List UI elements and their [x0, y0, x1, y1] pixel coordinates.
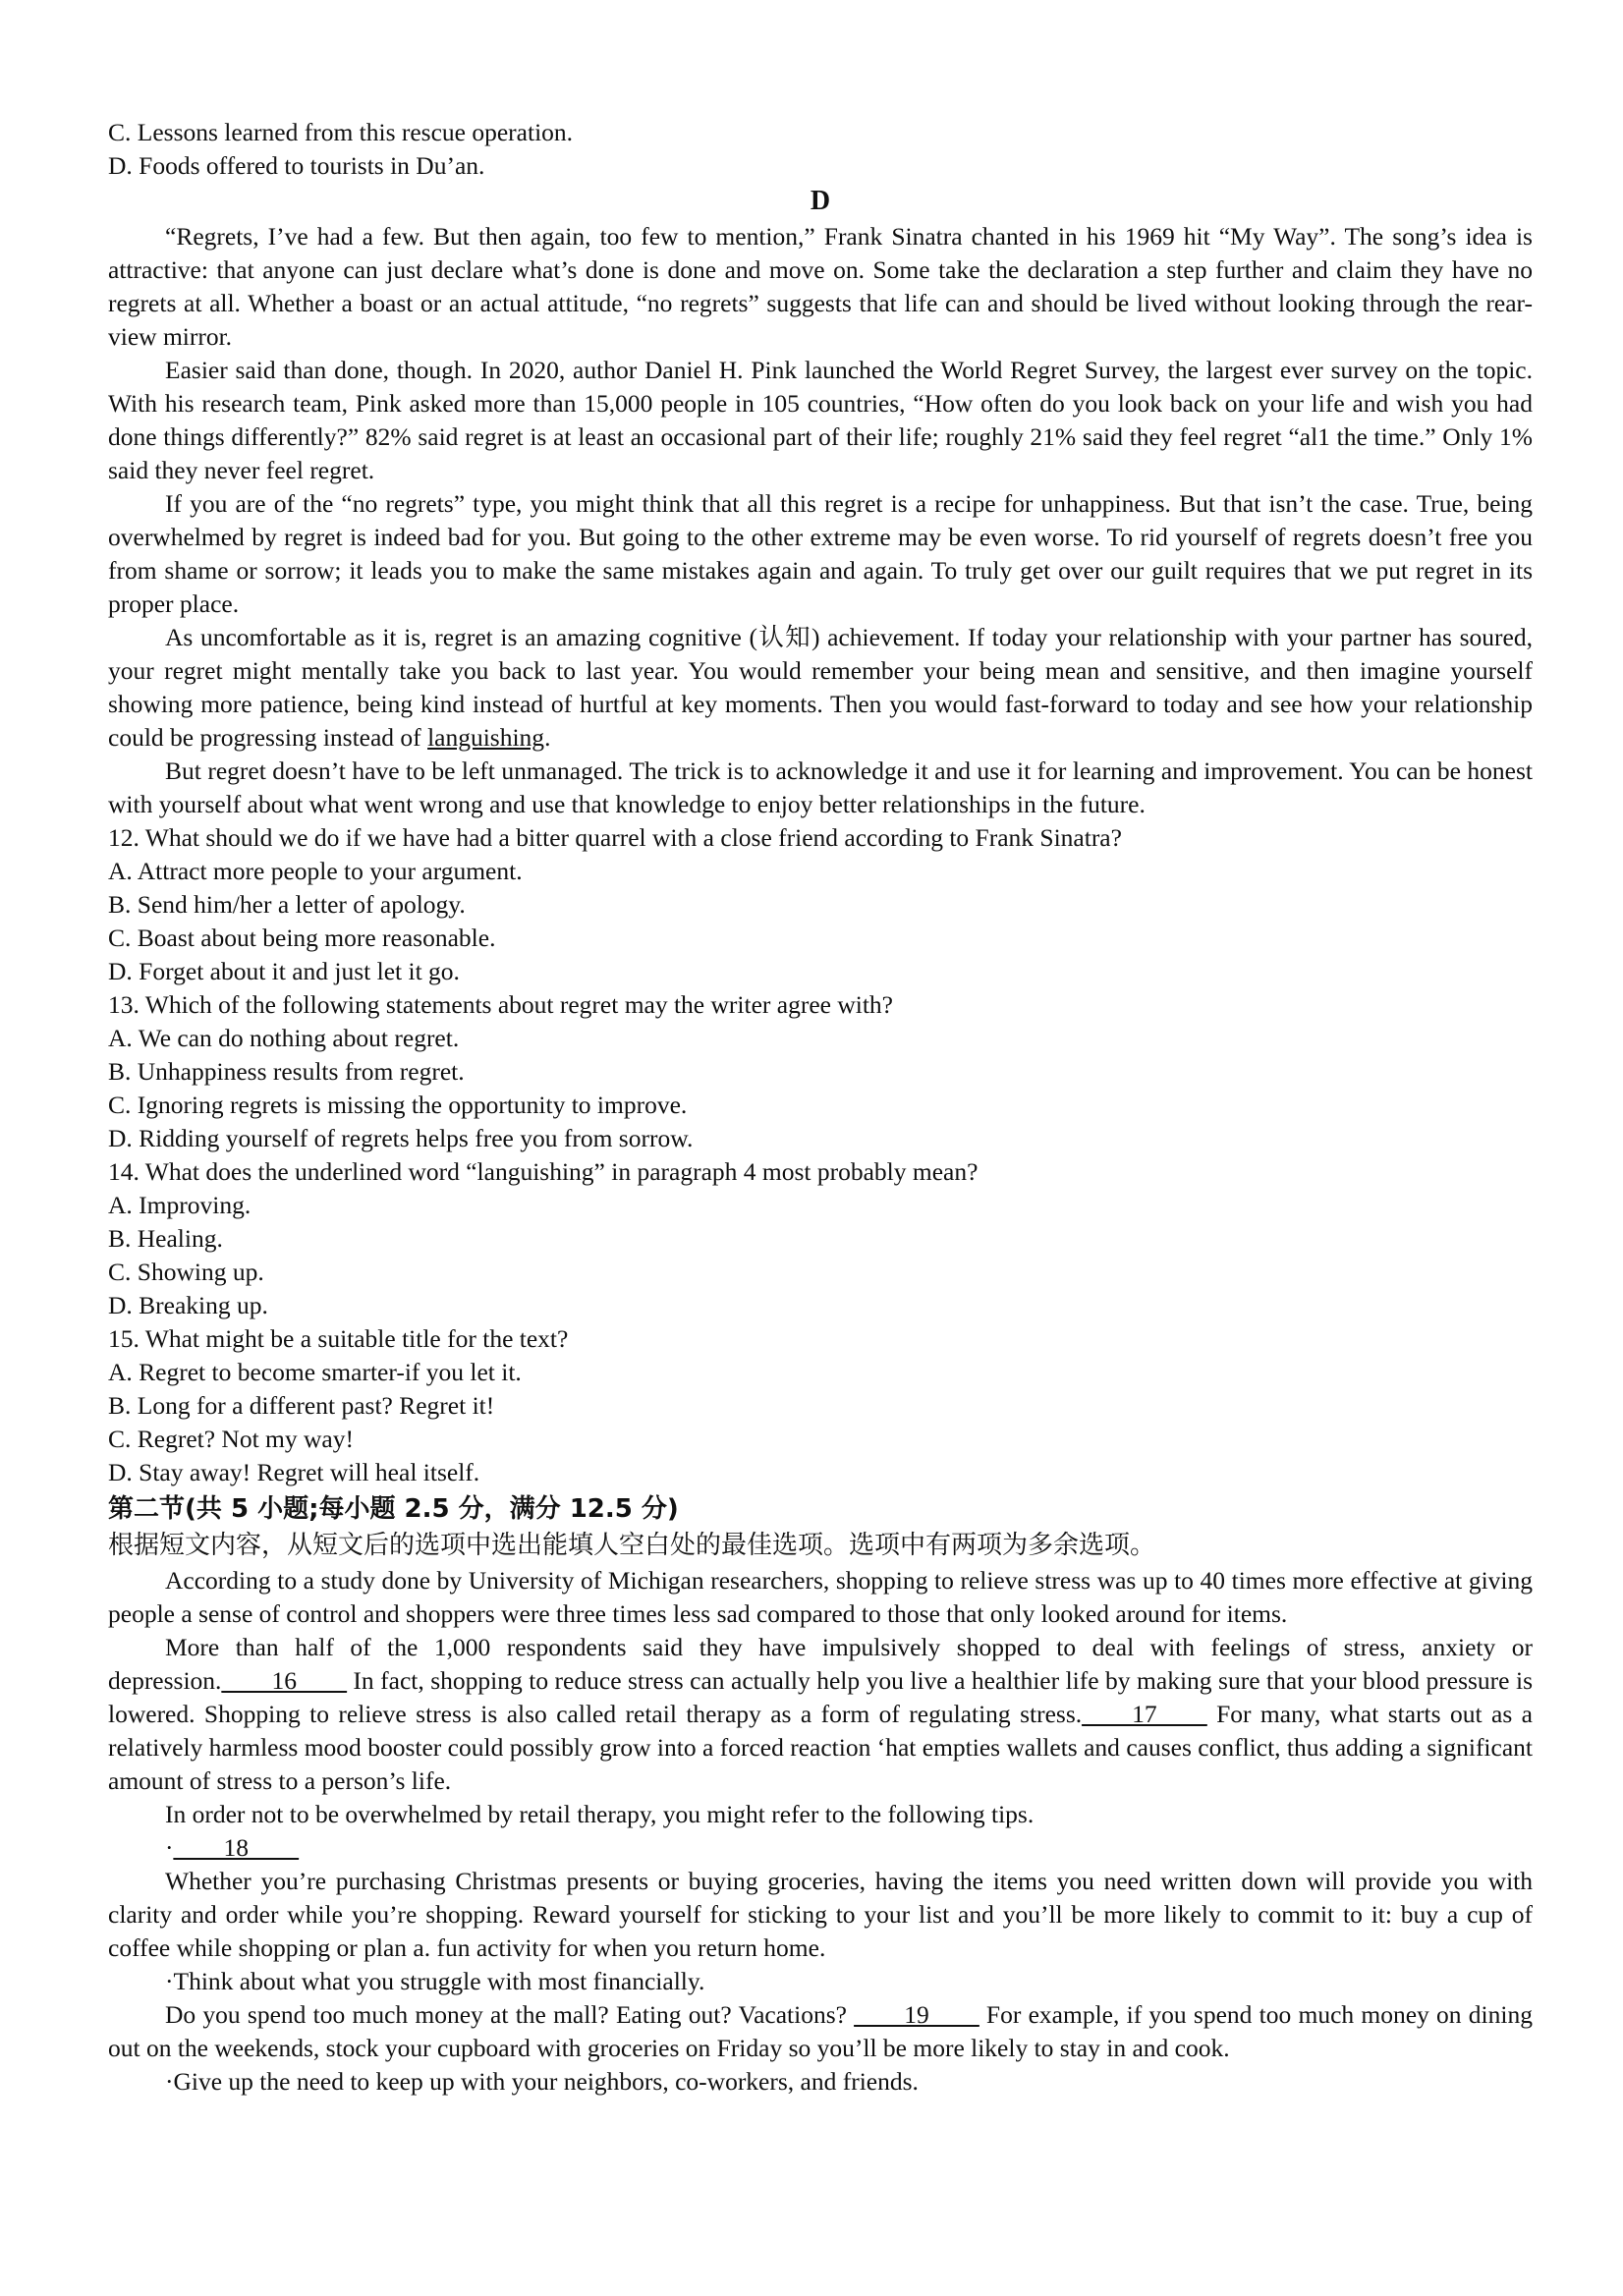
section-d-heading: D: [810, 186, 831, 216]
heading-part: 小题;每小题: [249, 1494, 405, 1524]
heading-part: 5: [230, 1494, 250, 1524]
option: D. Stay away! Regret will heal itself.: [108, 1458, 480, 1486]
option: A. Improving.: [108, 1191, 252, 1219]
question-14: [108, 1155, 1533, 1322]
option: B. Healing.: [108, 1224, 223, 1253]
option: A. Regret to become smarter-if you let it.: [108, 1358, 522, 1386]
question-13: [108, 988, 1533, 1155]
cloze-paragraph-1: According to a study done by University of Michigan researchers, shopping to relieve stress was up to 40 times more effective at giving people a sense of control and shoppers were three times less sad compared to those that only looked around for items.: [108, 1566, 1533, 1628]
option: C. Ignoring regrets is missing the opportunity to improve.: [108, 1091, 688, 1119]
section-2-instruction: 根据短文内容，从短文后的选项中选出能填人空白处的最佳选项。选项中有两项为多余选项。: [108, 1531, 1156, 1560]
question-12: [108, 821, 1533, 988]
passage-d-paragraph-4: [108, 621, 1533, 755]
option: D. Breaking up.: [108, 1291, 268, 1319]
question-stem: 13. Which of the following statements about regret may the writer agree with?: [108, 990, 893, 1019]
exam-page: [108, 116, 1533, 2099]
text-run: In fact, shopping to reduce stress can actually help you live a healthier life by making sure that your blood pressure is lowered. Shopping to relieve stress is also called retail therapy as a form of regulating stress.: [108, 1666, 1533, 1728]
option: C. Regret? Not my way!: [108, 1425, 354, 1453]
question-stem: 12. What should we do if we have had a bitter quarrel with a close friend according to Frank Sinatra?: [108, 823, 1122, 852]
option: B. Long for a different past? Regret it!: [108, 1391, 495, 1420]
text-run: For many, what starts out as a relatively harmless mood booster could possibly grow into a forced reaction ‘hat empties wallets and causes conflict, thus adding a significant amount of stress to a person’s life.: [108, 1700, 1533, 1795]
question-stem: 15. What might be a suitable title for the text?: [108, 1324, 569, 1353]
text-run: For example, if you spend too much money on dining out on the weekends, stock your cupboard with groceries on Friday so you’ll be more likely to stay in and cook.: [108, 2000, 1533, 2062]
option: B. Send him/her a letter of apology.: [108, 890, 466, 919]
cloze-paragraph-3: In order not to be overwhelmed by retail therapy, you might refer to the following tips.: [165, 1800, 1035, 1828]
passage-d-paragraph-5: But regret doesn’t have to be left unmanaged. The trick is to acknowledge it and use it for learning and improvement. You can be honest with yourself about what went wrong and use that knowledge to enjoy better relationships in the future.: [108, 756, 1533, 818]
option-c-prev: C. Lessons learned from this rescue operation.: [108, 118, 574, 146]
question-stem: 14. What does the underlined word “languishing” in paragraph 4 most probably mean?: [108, 1157, 979, 1186]
blank-19: ____19____: [854, 2000, 979, 2029]
cloze-paragraph-2: [108, 1631, 1533, 1798]
text-run: More than half of the 1,000 respondents said they have impulsively shopped to deal with feelings of stress, anxiety or depression.: [108, 1633, 1533, 1695]
passage-d-paragraph-1: “Regrets, I’ve had a few. But then again, too few to mention,” Frank Sinatra chanted in his 1969 hit “My Way”. The song’s idea is attractive: that anyone can just declare what’s done is done and move on. Some take the declaration a step further and claim they have no regrets at all. Whether a boast or an actual attitude, “no regrets” suggests that life can and should be lived without looking through the rear-view mirror.: [108, 222, 1533, 351]
section-2-heading: [108, 1491, 1533, 1527]
option: D. Ridding yourself of regrets helps free you from sorrow.: [108, 1124, 694, 1152]
paragraph-4-text: As uncomfortable as it is, regret is an amazing cognitive (认知) achievement. If today your relationship with your partner has soured, your regret might mentally take you back to last year. You would remember your being mean and sensitive, and then imagine yourself showing more patience, being kind instead of hurtful at key moments. Then you would fast-forward to today and see how your relationship could be progressing instead of: [108, 623, 1533, 752]
heading-part: 分，满分: [449, 1494, 570, 1524]
passage-d-paragraph-3: If you are of the “no regrets” type, you might think that all this regret is a recipe for unhappiness. But that isn’t the case. True, being overwhelmed by regret is indeed bad for you. But going to the other extreme may be even worse. To rid yourself of regrets doesn’t free you from shame or sorrow; it leads you to make the same mistakes again and again. To truly get over our guilt requires that we put regret in its proper place.: [108, 489, 1533, 618]
option: C. Showing up.: [108, 1258, 264, 1286]
heading-part: 第二节(共: [108, 1494, 231, 1524]
heading-part: 分): [632, 1494, 679, 1524]
blank-18: ____18____: [173, 1833, 299, 1862]
tip-18-line: [108, 1831, 1533, 1865]
option-d-prev: D. Foods offered to tourists in Du’an.: [108, 151, 485, 180]
question-15: [108, 1322, 1533, 1489]
option: B. Unhappiness results from regret.: [108, 1057, 465, 1086]
heading-part: 2.5: [404, 1494, 450, 1524]
bullet-dot: ·: [165, 1833, 174, 1862]
text-run: Do you spend too much money at the mall? Eating out? Vacations?: [165, 2000, 855, 2029]
passage-d-paragraph-2: Easier said than done, though. In 2020, author Daniel H. Pink launched the World Regret Survey, the largest ever survey on the topic. With his research team, Pink asked more than 15,000 people in 105 countries, “How often do you look back on your life and wish you had done things differently?” 82% said regret is at least an occasional part of their life; roughly 21% said they feel regret “al1 the time.” Only 1% said they never feel regret.: [108, 356, 1533, 484]
heading-part: 12.5: [569, 1494, 633, 1524]
tip-2: ·Think about what you struggle with most financially.: [165, 1967, 705, 1995]
paragraph-4-end: .: [544, 723, 551, 752]
underlined-word: languishing: [427, 723, 545, 752]
option: A. Attract more people to your argument.: [108, 857, 523, 885]
option: A. We can do nothing about regret.: [108, 1024, 460, 1052]
option: D. Forget about it and just let it go.: [108, 957, 460, 985]
tip-3: ·Give up the need to keep up with your neighbors, co-workers, and friends.: [165, 2067, 919, 2096]
cloze-paragraph-4: Whether you’re purchasing Christmas presents or buying groceries, having the items you need written down will provide you with clarity and order while you’re shopping. Reward yourself for sticking to your list and you’ll be more likely to commit to it: buy a cup of coffee while shopping or plan a. fun activity for when you return home.: [108, 1867, 1533, 1962]
option: C. Boast about being more reasonable.: [108, 924, 496, 952]
blank-16: ____16____: [221, 1666, 347, 1695]
cloze-paragraph-5: [108, 1998, 1533, 2065]
blank-17: ____17____: [1082, 1700, 1207, 1728]
